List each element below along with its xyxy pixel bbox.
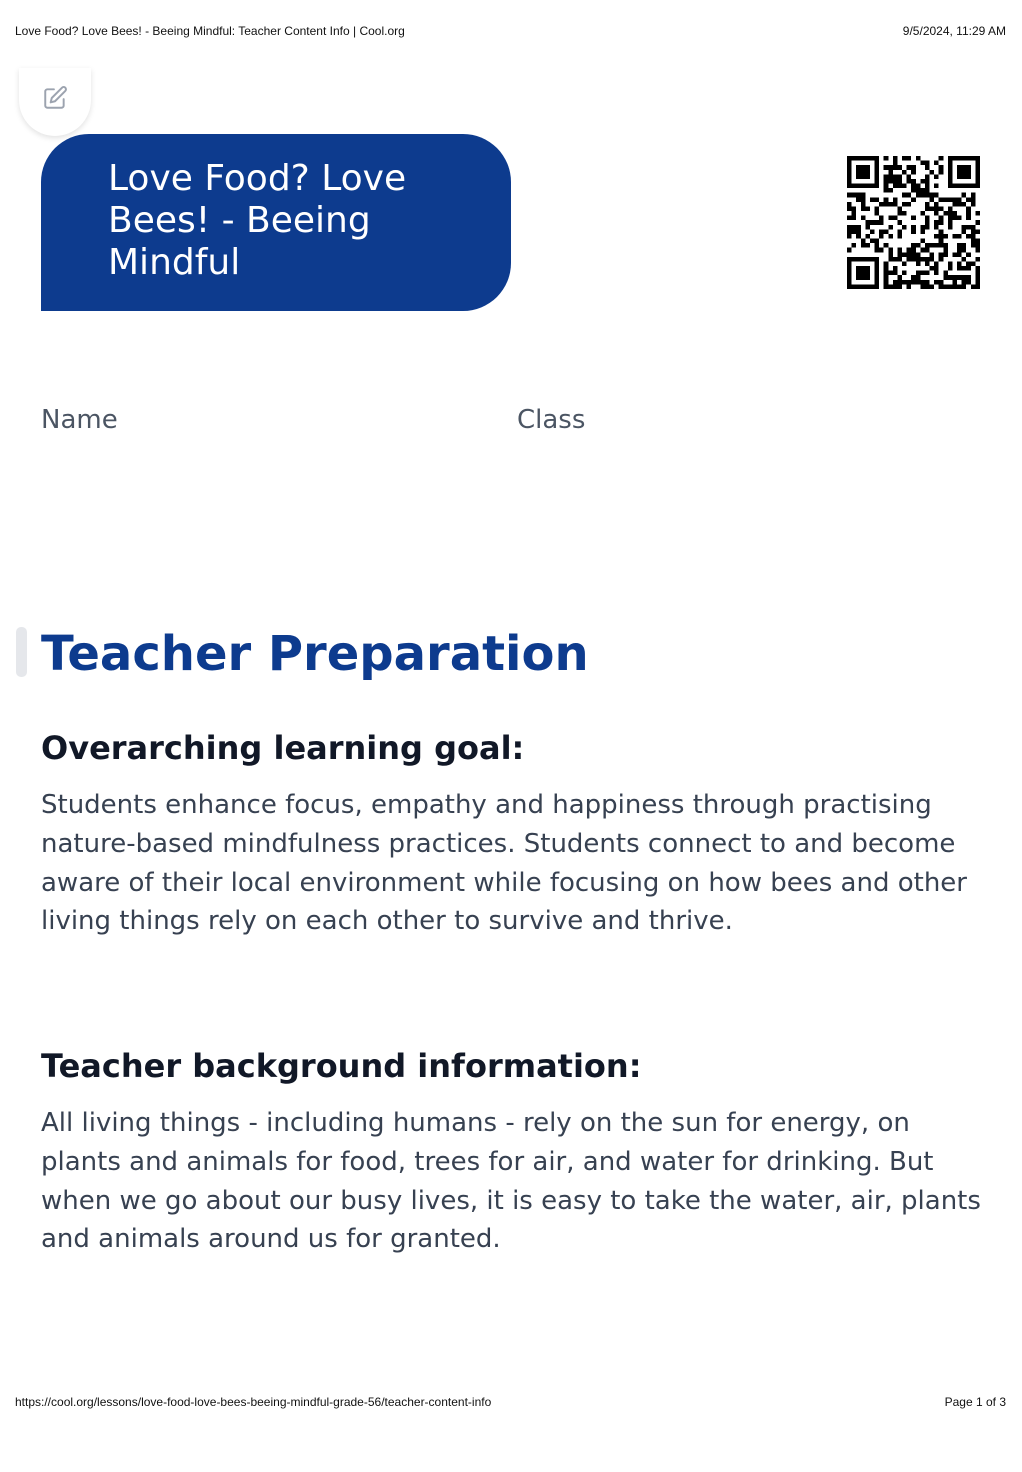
print-url: https://cool.org/lessons/love-food-love-bees-beeing-mindful-grade-56/teacher-content-info bbox=[15, 1395, 492, 1409]
section-title: Teacher Preparation bbox=[41, 626, 589, 682]
title-card bbox=[41, 134, 511, 311]
print-page-number: Page 1 of 3 bbox=[944, 1395, 1006, 1409]
print-page-title: Love Food? Love Bees! - Beeing Mindful: Teacher Content Info | Cool.org bbox=[15, 24, 405, 38]
learning-goal-text: Students enhance focus, empathy and happiness through practising nature-based mindfulness practices. Students connect to and become aware of their local environment while focusing on how bees and other living things rely on each other to survive and thrive. bbox=[41, 790, 967, 937]
print-header bbox=[15, 24, 1006, 38]
learning-goal-heading: Overarching learning goal: bbox=[41, 729, 525, 767]
qr-code-graphic bbox=[847, 156, 980, 289]
qr-code bbox=[847, 156, 980, 289]
background-info-heading: Teacher background information: bbox=[41, 1047, 642, 1085]
class-field-label: Class bbox=[517, 405, 586, 435]
edit-button[interactable] bbox=[19, 68, 91, 136]
print-footer bbox=[15, 1395, 1006, 1409]
name-field-label: Name bbox=[41, 405, 118, 435]
lesson-title: Love Food? Love Bees! - Beeing Mindful bbox=[108, 158, 407, 283]
edit-icon bbox=[42, 85, 68, 111]
print-datetime: 9/5/2024, 11:29 AM bbox=[902, 24, 1006, 38]
section-marker bbox=[16, 627, 27, 677]
background-info-text: All living things - including humans - rely on the sun for energy, on plants and animals for food, trees for air, and water for drinking. But when we go about our busy lives, it is easy to take the water, air, plants and animals around us for granted. bbox=[41, 1108, 981, 1255]
